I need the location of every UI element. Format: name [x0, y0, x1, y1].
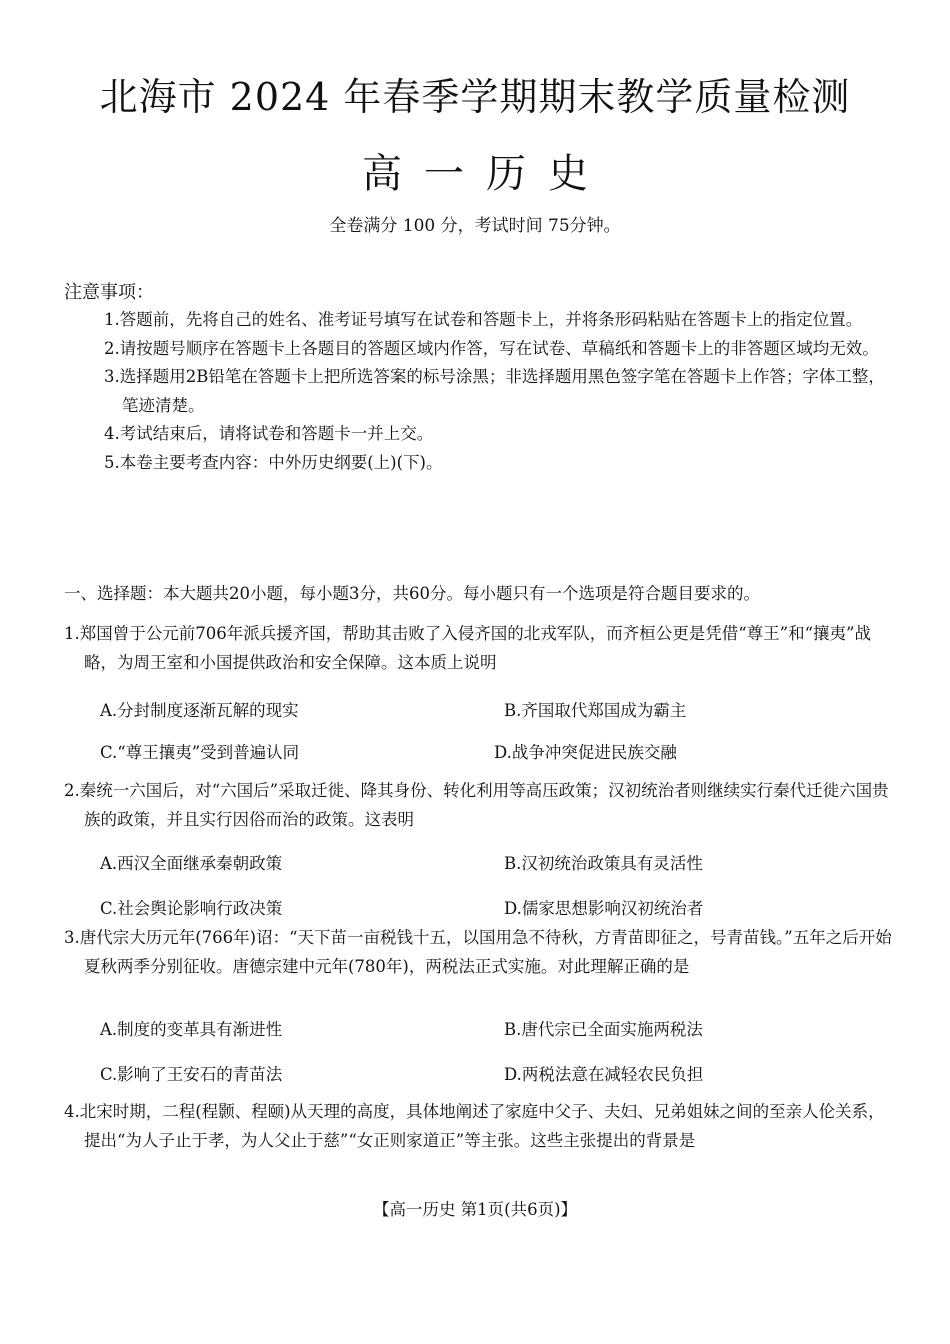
question-2-stem: 2.秦统一六国后，对“六国后”采取迁徙、降其身份、转化利用等高压政策；汉初统治者则继续实行秦代迁徙六国贵族的政策，并且实行因俗而治的政策。这表明 — [64, 781, 889, 829]
question-2-option-a: A.西汉全面继承秦朝政策 — [100, 854, 283, 873]
exam-meta: 全卷满分 100 分，考试时间 75分钟。 — [329, 216, 621, 236]
notes-heading: 注意事项： — [64, 282, 154, 303]
question-1-option-c: C.“尊王攘夷”受到普遍认同 — [100, 743, 300, 762]
question-1-stem: 1.郑国曾于公元前706年派兵援齐国，帮助其击败了入侵齐国的北戎军队，而齐桓公更是凭借“尊王”和“攘夷”战略，为周王室和小国提供政治和安全保障。这本质上说明 — [64, 624, 871, 672]
question-1-option-b: B.齐国取代郑国成为霸主 — [504, 701, 687, 720]
note-item: 2.请按题号顺序在答题卡上各题目的答题区域内作答，写在试卷、草稿纸和答题卡上的非答题区域均无效。 — [104, 338, 879, 358]
question-3-option-d: D.两税法意在减轻农民负担 — [504, 1065, 704, 1084]
question-2-option-b: B.汉初统治政策具有灵活性 — [504, 854, 703, 873]
question-2-option-c: C.社会舆论影响行政决策 — [100, 899, 283, 918]
question-1-option-a: A.分封制度逐渐瓦解的现实 — [100, 701, 299, 720]
exam-title: 北海市 2024 年春季学期期末教学质量检测 — [99, 75, 851, 119]
note-item: 4.考试结束后，请将试卷和答题卡一并上交。 — [104, 424, 434, 443]
question-2-option-d: D.儒家思想影响汉初统治者 — [504, 899, 704, 918]
page-footer: 【高一历史 第1页(共6页)】 — [372, 1200, 578, 1219]
question-3-option-a: A.制度的变革具有渐进性 — [100, 1020, 283, 1039]
question-1-option-d: D.战争冲突促进民族交融 — [494, 743, 677, 762]
notes-list — [104, 306, 894, 477]
note-item: 1.答题前，先将自己的姓名、准考证号填写在试卷和答题卡上，并将条形码粘贴在答题卡上的指定位置。 — [104, 310, 863, 329]
note-item: 5.本卷主要考查内容：中外历史纲要(上)(下)。 — [104, 452, 443, 472]
question-3-option-b: B.唐代宗已全面实施两税法 — [504, 1020, 703, 1039]
question-4-stem: 4.北宋时期，二程(程颢、程颐)从天理的高度，具体地阐述了家庭中父子、夫妇、兄弟姐妹之间的至亲人伦关系，提出“为人子止于孝，为人父止于慈”“女正则家道正”等主张。这些主张提出的背景是 — [64, 1102, 885, 1150]
question-3-stem: 3.唐代宗大历元年(766年)诏：“天下苗一亩税钱十五，以国用急不待秋，方青苗即征之，号青苗钱。”五年之后开始夏秋两季分别征收。唐德宗建中元年(780年)，两税法正式实施。对此理解正确的是 — [64, 928, 892, 976]
question-3-option-c: C.影响了王安石的青苗法 — [100, 1065, 283, 1084]
subject-title: 高一历史 — [362, 151, 610, 197]
section-heading: 一、选择题：本大题共20小题，每小题3分，共60分。每小题只有一个选项是符合题目要求的。 — [64, 584, 760, 603]
note-item: 3.选择题用2B铅笔在答题卡上把所选答案的标号涂黑；非选择题用黑色签字笔在答题卡上作答；字体工整，笔迹清楚。 — [104, 367, 885, 415]
